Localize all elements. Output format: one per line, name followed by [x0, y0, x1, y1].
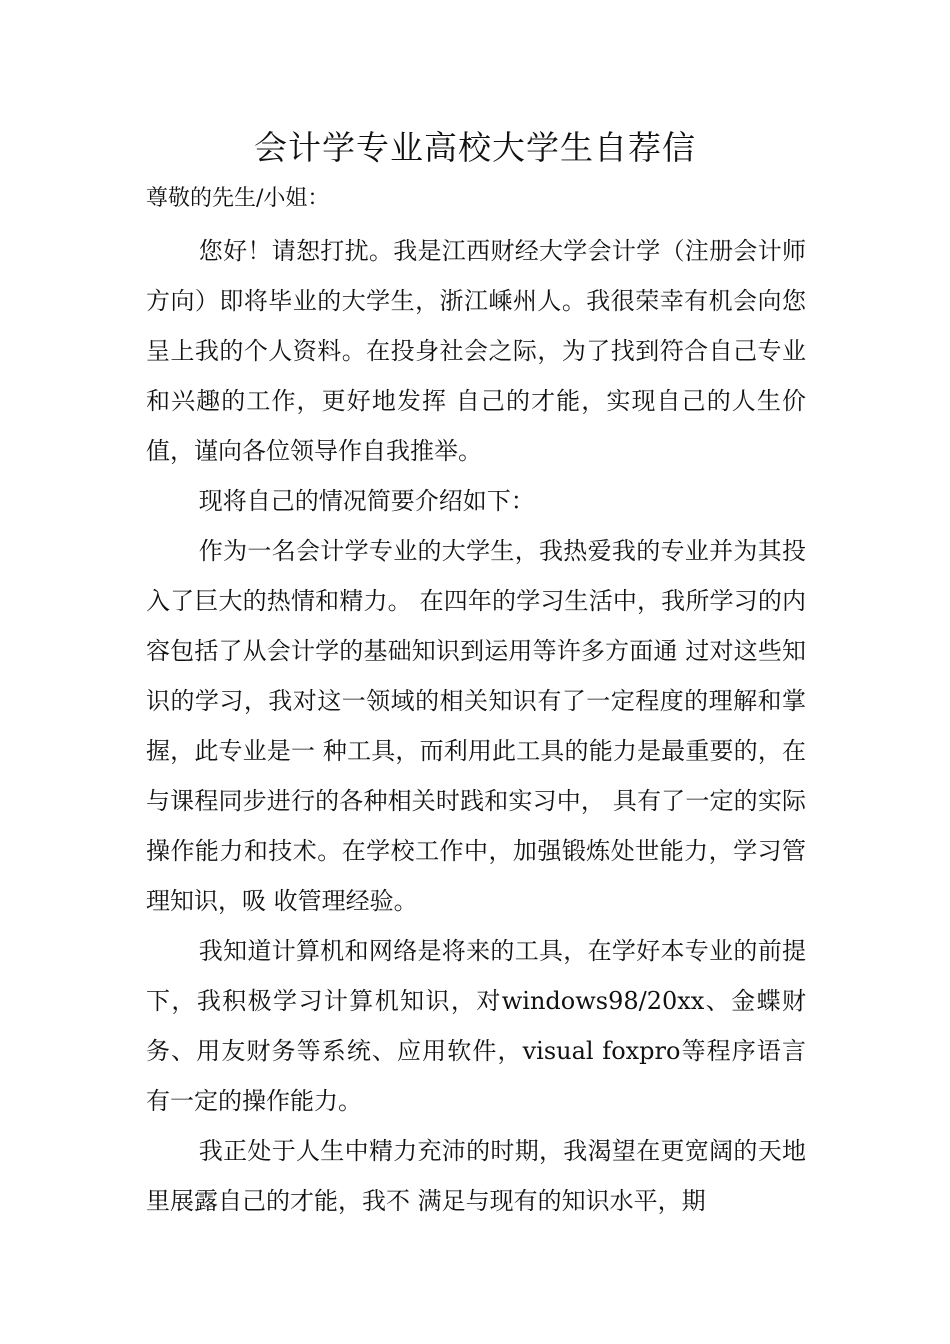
paragraph-computer-skills: 我知道计算机和网络是将来的工具，在学好本专业的前提下，我积极学习计算机知识，对windows98/20xx、金蝶财务、用友财务等系统、应用软件，visual foxpro等程序语言有一定的操作能力。 — [146, 937, 806, 1115]
letter-body — [146, 226, 806, 1226]
paragraph-intro: 现将自己的情况简要介绍如下： — [198, 487, 535, 515]
paragraph-greeting: 您好！请恕打扰。我是江西财经大学会计学（注册会计师方向）即将毕业的大学生，浙江嵊州人。我很荣幸有机会向您呈上我的个人资料。在投身社会之际，为了找到符合自己专业和兴趣的工作，更好地发挥 自己的才能，实现自己的人生价值，谨向各位领导作自我推举。 — [146, 237, 806, 465]
salutation: 尊敬的先生/小姐： — [146, 186, 330, 211]
document-title: 会计学专业高校大学生自荐信 — [254, 128, 696, 167]
paragraph-aspiration: 我正处于人生中精力充沛的时期，我渴望在更宽阔的天地里展露自己的才能，我不 满足与现有的知识水平，期 — [146, 1137, 806, 1215]
paragraph-major: 作为一名会计学专业的大学生，我热爱我的专业并为其投入了巨大的热情和精力。 在四年的学习生活中，我所学习的内容包括了从会计学的基础知识到运用等许多方面通 过对这些知识的学习，我对这一领域的相关知识有了一定程度的理解和掌握，此专业是一 种工具，而利用此工具的能力是最重要的，在与课程同步进行的各种相关时践和实习中， 具有了一定的实际操作能力和技术。在学校工作中，加强锻炼处世能力，学习管理知识，吸 收管理经验。 — [146, 537, 806, 915]
